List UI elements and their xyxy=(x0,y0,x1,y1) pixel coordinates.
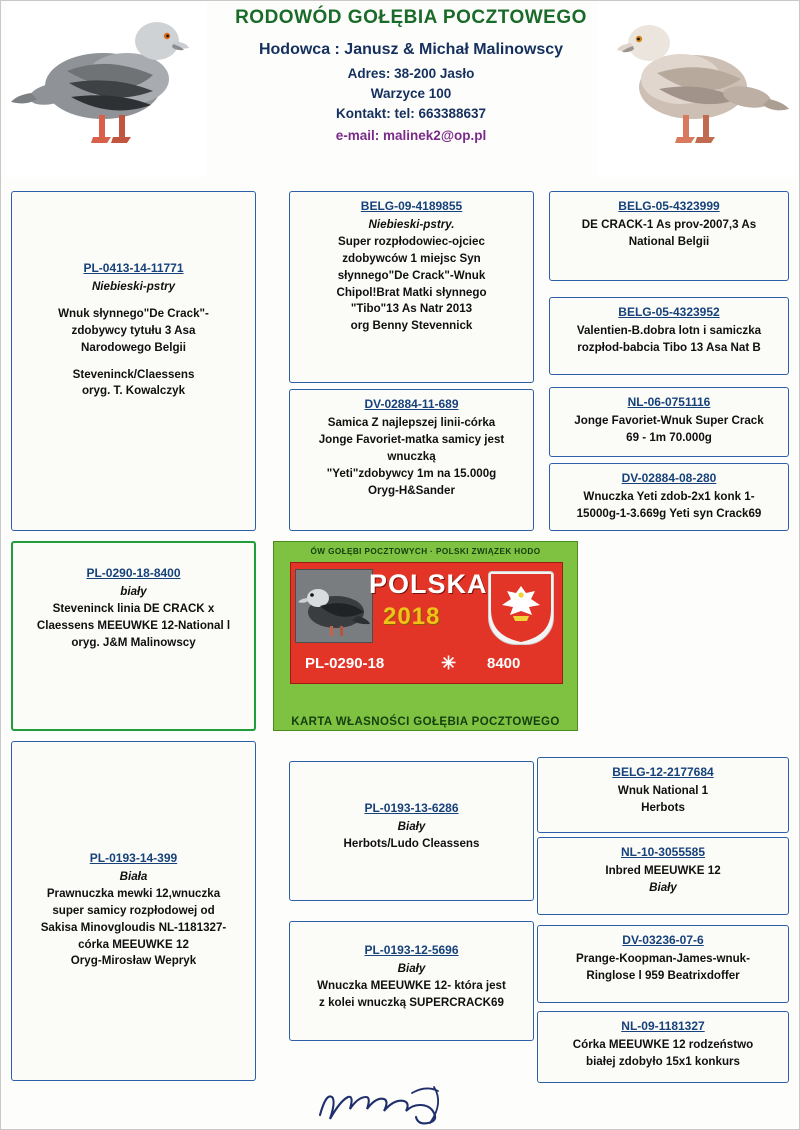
color-label: Biały xyxy=(397,820,426,834)
pedigree-box-subject xyxy=(11,541,256,731)
pedigree-box-bottom-mid-1 xyxy=(289,761,534,901)
detail-line-4: Chipol!Brat Matki słynnego xyxy=(336,285,487,299)
detail-line-3: Narodowego Belgii xyxy=(81,340,186,354)
color-label: Niebieski-pstry xyxy=(91,280,176,294)
pedigree-box-bottom-mid-2 xyxy=(289,921,534,1041)
document-header xyxy=(1,1,800,179)
breeder-signature xyxy=(316,1081,556,1127)
breeder-address-line2: Warzyce 100 xyxy=(370,86,452,101)
detail-line-5: oryg. T. Kowalczyk xyxy=(81,384,186,398)
detail-line-3: Sakisa Minovgloudis NL-1181327- xyxy=(40,920,227,934)
ring-number: BELG-05-4323952 xyxy=(618,305,720,319)
ring-number: NL-10-3055585 xyxy=(620,845,706,859)
color-label: Biały xyxy=(397,962,426,976)
detail-line-2: białej zdobyło 15x1 konkurs xyxy=(586,1055,740,1069)
pedigree-box-grandparent-2 xyxy=(549,297,789,375)
card-serial-number: 8400 xyxy=(487,655,521,672)
pigeon-left-illustration xyxy=(7,1,207,177)
detail-line-1: Samica Z najlepszej linii-córka xyxy=(327,416,496,430)
detail-line-1: Wnuczka MEEUWKE 12- która jest xyxy=(317,979,506,993)
detail-line-2: rozpłod-babcia Tibo 13 Asa Nat B xyxy=(577,341,761,355)
breeder-email: e-mail: malinek2@op.pl xyxy=(335,128,487,143)
detail-line-1: Prawnuczka mewki 12,wnuczka xyxy=(46,887,221,901)
color-label: Biały xyxy=(649,881,677,895)
detail-line-4: "Yeti"zdobywcy 1m na 15.000g xyxy=(326,466,497,480)
card-year-label: 2018 xyxy=(383,603,441,630)
detail-line-2: z kolei wnuczką SUPERCRACK69 xyxy=(319,995,504,1009)
detail-line-1: Wnuczka Yeti zdob-2x1 konk 1- xyxy=(583,490,755,504)
detail-line-3: oryg. J&M Malinowscy xyxy=(71,635,196,649)
color-label: Biała xyxy=(119,870,148,884)
ring-number: BELG-05-4323999 xyxy=(618,199,720,213)
pedigree-box-bottom-right-2 xyxy=(537,837,789,915)
detail-line-1: Herbots/Ludo Cleassens xyxy=(343,837,480,851)
spacer xyxy=(19,296,248,306)
detail-line-5: Oryg-H&Sander xyxy=(368,483,455,497)
ring-number: DV-02884-11-689 xyxy=(364,397,459,411)
coat-of-arms xyxy=(488,571,554,645)
pedigree-box-main-left xyxy=(11,191,256,531)
detail-line-2: National Belgii xyxy=(628,235,710,249)
ring-number: DV-03236-07-6 xyxy=(622,933,704,947)
pedigree-box-bottom-left xyxy=(11,741,256,1081)
card-top-strip-text: ÓW GOŁĘBI POCZTOWYCH · POLSKI ZWIĄZEK HODO xyxy=(310,547,541,556)
ring-number: PL-0413-14-11771 xyxy=(83,261,184,275)
detail-line-1: Córka MEEUWKE 12 rodzeństwo xyxy=(572,1038,754,1052)
detail-line-2: 69 - 1m 70.000g xyxy=(626,431,712,445)
detail-line-1: Prange-Koopman-James-wnuk- xyxy=(576,952,750,966)
detail-line-2: Herbots xyxy=(641,801,685,815)
pedigree-box-grandparent-4 xyxy=(549,463,789,531)
ring-number: NL-09-1181327 xyxy=(621,1019,705,1033)
polish-eagle-icon xyxy=(489,572,553,644)
ring-number: NL-06-0751116 xyxy=(627,395,711,409)
pedigree-box-sire xyxy=(289,191,534,383)
detail-line-1: Jonge Favoriet-Wnuk Super Crack xyxy=(574,414,764,428)
detail-line-5: Oryg-Mirosław Wepryk xyxy=(70,954,197,968)
pigeon-photo-left xyxy=(7,1,207,177)
pedigree-box-dam xyxy=(289,389,534,531)
color-label: biały xyxy=(120,585,147,599)
pedigree-box-bottom-right-3 xyxy=(537,925,789,1003)
detail-line-2: Jonge Favoriet-matka samicy jest xyxy=(318,433,505,447)
ring-number: PL-0290-18-8400 xyxy=(86,566,181,580)
card-pigeon-photo xyxy=(295,569,373,643)
detail-line-5: "Tibo"13 As Natr 2013 xyxy=(350,302,473,316)
breeder-name: Hodowca : Janusz & Michał Malinowscy xyxy=(258,41,564,58)
detail-line-1: Super rozpłodowiec-ojciec xyxy=(338,235,485,249)
pedigree-box-grandparent-3 xyxy=(549,387,789,457)
ring-number: PL-0193-12-5696 xyxy=(364,943,459,957)
detail-line-2: zdobywcy tytułu 3 Asa xyxy=(71,323,196,337)
ring-number: PL-0193-14-399 xyxy=(89,851,178,865)
card-country-label: POLSKA xyxy=(369,569,488,599)
detail-line-6: org Benny Stevennick xyxy=(350,319,473,333)
signature-scribble xyxy=(316,1081,556,1127)
card-pigeon-illustration xyxy=(296,570,372,642)
detail-line-1: Valentien-B.dobra lotn i samiczka xyxy=(576,324,762,338)
detail-line-2: Ringlose l 959 Beatrixdoffer xyxy=(586,969,740,983)
ring-number: BELG-12-2177684 xyxy=(612,765,714,779)
detail-line-4: córka MEEUWKE 12 xyxy=(78,937,189,951)
detail-line-4: Steveninck/Claessens xyxy=(72,367,195,381)
ring-number: BELG-09-4189855 xyxy=(360,199,463,213)
detail-line-2: zdobywców 1 miejsc Syn xyxy=(342,251,481,265)
detail-line-2: super samicy rozpłodowej od xyxy=(52,903,215,917)
breeder-address: Adres: 38-200 Jasło xyxy=(347,66,475,81)
detail-line-3: wnuczką xyxy=(387,449,436,463)
detail-line-1: Wnuk słynnego"De Crack"- xyxy=(58,307,209,321)
pedigree-box-bottom-right-1 xyxy=(537,757,789,833)
pedigree-box-bottom-right-4 xyxy=(537,1011,789,1083)
detail-line-1: Steveninck linia DE CRACK x xyxy=(52,602,215,616)
detail-line-1: Wnuk National 1 xyxy=(617,784,709,798)
card-ring-number: PL-0290-18 xyxy=(305,655,385,672)
ring-number: DV-02884-08-280 xyxy=(621,471,717,485)
detail-line-1: DE CRACK-1 As prov-2007,3 As xyxy=(581,218,757,232)
ring-number: PL-0193-13-6286 xyxy=(364,801,459,815)
pedigree-box-grandparent-1 xyxy=(549,191,789,281)
color-label: Niebieski-pstry. xyxy=(368,218,455,232)
spacer xyxy=(19,357,248,367)
ownership-card xyxy=(273,541,578,731)
card-number-row xyxy=(291,653,562,679)
detail-line-3: słynnego"De Crack"-Wnuk xyxy=(337,268,486,282)
card-inner-panel xyxy=(290,562,563,684)
card-separator-icon: ✳ xyxy=(441,653,457,673)
card-bottom-strip-text: KARTA WŁASNOŚCI GOŁĘBIA POCZTOWEGO xyxy=(291,716,560,728)
detail-line-2: Claessens MEEUWKE 12-National l xyxy=(36,618,231,632)
breeder-contact: Kontakt: tel: 663388637 xyxy=(335,106,487,121)
detail-line-1: Inbred MEEUWKE 12 xyxy=(605,864,721,878)
page-title: RODOWÓD GOŁĘBIA POCZTOWEGO xyxy=(235,7,587,28)
detail-line-2: 15000g-1-3.669g Yeti syn Crack69 xyxy=(576,507,762,521)
